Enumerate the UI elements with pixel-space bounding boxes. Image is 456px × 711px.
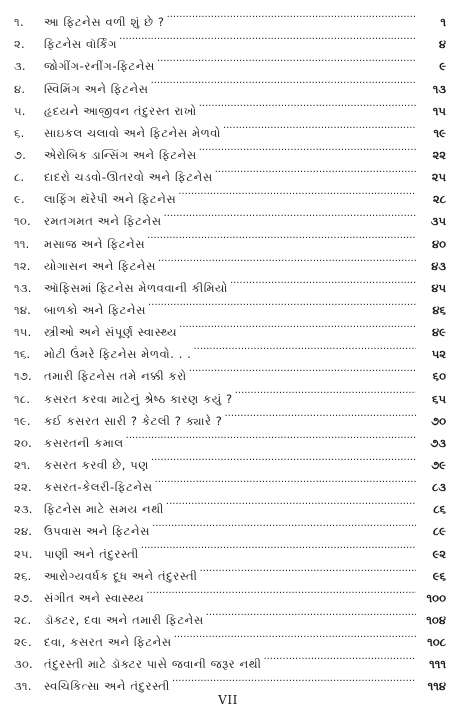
dot-leader bbox=[151, 70, 416, 92]
table-of-contents bbox=[14, 4, 446, 694]
entry-title: મોટી ઉંમરે ફિટનેસ મેળવો. . . bbox=[44, 347, 192, 362]
entry-page-number: ૨૮ bbox=[432, 192, 446, 207]
dot-leader bbox=[179, 314, 416, 336]
dot-leader bbox=[164, 203, 416, 225]
entry-page-number: ૮૬ bbox=[433, 502, 446, 517]
entry-number: ૭. bbox=[14, 147, 27, 162]
entry-number: ૨૨. bbox=[14, 480, 32, 495]
entry-title: પાણી અને તંદુરસ્તી bbox=[44, 546, 139, 561]
entry-title: તમારી ફિટનેસ તમે નક્કી કરો bbox=[44, 369, 187, 384]
dot-leader bbox=[152, 513, 416, 535]
entry-title: સ્વચિકિત્સા અને તંદુરસ્તી bbox=[44, 679, 170, 694]
entry-number: ૪. bbox=[14, 81, 26, 96]
dot-leader bbox=[148, 292, 416, 314]
entry-number: ૧૦. bbox=[14, 214, 31, 229]
dot-leader bbox=[141, 535, 416, 557]
entry-title: કસરત કરવી છે, પણ bbox=[44, 457, 149, 472]
entry-number: ૨૬. bbox=[14, 568, 32, 583]
entry-page-number: ૭૦ bbox=[431, 413, 446, 428]
entry-number: ૨૭. bbox=[14, 590, 33, 605]
dot-leader bbox=[263, 646, 416, 668]
entry-number: ૧૯. bbox=[14, 413, 31, 428]
entry-page-number: ૪૫ bbox=[431, 280, 446, 295]
entry-page-number: ૪૦ bbox=[431, 236, 446, 251]
entry-title: સંગીત અને સ્વાસ્થ્ય bbox=[44, 590, 145, 605]
dot-leader bbox=[155, 469, 416, 491]
entry-page-number: ૮૯ bbox=[432, 524, 446, 539]
entry-page-number: ૧૦૪ bbox=[426, 612, 446, 627]
entry-page-number: ૪૬ bbox=[432, 302, 446, 317]
entry-page-number: ૯ bbox=[439, 59, 446, 74]
entry-number: ૩૧. bbox=[14, 679, 32, 694]
dot-leader bbox=[215, 159, 416, 181]
dot-leader bbox=[199, 137, 416, 159]
entry-page-number: ૧૯ bbox=[433, 125, 446, 140]
entry-number: ૧. bbox=[14, 15, 24, 30]
entry-page-number: ૪૩ bbox=[431, 258, 446, 273]
entry-number: ૩. bbox=[14, 59, 26, 74]
entry-title: ફિટનેસ માટે સમય નથી bbox=[44, 502, 164, 517]
entry-title: દાદરો ચડવો-ઊતરવો અને ફિટનેસ bbox=[44, 170, 213, 185]
dot-leader bbox=[151, 447, 416, 469]
entry-number: ૧૬. bbox=[14, 347, 31, 362]
dot-leader bbox=[225, 403, 416, 425]
entry-title: આ ફિટનેસ વળી શું છે ? bbox=[44, 15, 165, 30]
dot-leader bbox=[147, 225, 416, 247]
entry-number: ૧૨. bbox=[14, 258, 31, 273]
dot-leader bbox=[235, 380, 416, 402]
entry-page-number: ૧૧૧ bbox=[429, 657, 446, 672]
entry-page-number: ૧૩ bbox=[432, 81, 446, 96]
entry-title: સ્વિમિંગ અને ફિટનેસ bbox=[44, 81, 149, 96]
entry-page-number: ૭૯ bbox=[431, 457, 446, 472]
entry-title: આરોગ્યવર્ધક દૂધ અને તંદુરસ્તી bbox=[44, 568, 198, 583]
entry-title: તંદુરસ્તી માટે ડૉક્ટર પાસે જવાની જરૂર નથી bbox=[44, 657, 262, 672]
entry-page-number: ૧૫ bbox=[432, 103, 446, 118]
entry-title: કસરત-કેલરી-ફિટનેસ bbox=[44, 480, 153, 495]
dot-leader bbox=[230, 270, 416, 292]
dot-leader bbox=[119, 26, 416, 48]
entry-title: યોગાસન અને ફિટનેસ bbox=[44, 258, 156, 273]
toc-entry bbox=[14, 4, 446, 30]
page-number: VII bbox=[218, 693, 238, 707]
dot-leader bbox=[158, 248, 416, 270]
entry-page-number: ૧૦૦ bbox=[426, 590, 446, 605]
entry-page-number: ૧૧૪ bbox=[427, 679, 446, 694]
entry-title: દવા, કસરત અને ફિટનેસ bbox=[44, 635, 172, 650]
entry-title: ફિટનેસ વૉર્કિંગ bbox=[44, 37, 118, 52]
entry-page-number: ૨૨ bbox=[432, 147, 446, 162]
dot-leader bbox=[157, 48, 416, 70]
entry-number: ૨૮. bbox=[14, 612, 32, 627]
entry-title: ડૉક્ટર, દવા અને તમારી ફિટનેસ bbox=[44, 612, 204, 627]
entry-page-number: ૩૫ bbox=[430, 214, 446, 229]
entry-number: ૨૪. bbox=[14, 524, 33, 539]
entry-number: ૨૯. bbox=[14, 635, 32, 650]
entry-page-number: ૨૫ bbox=[431, 170, 446, 185]
entry-number: ૧૧. bbox=[14, 236, 30, 251]
entry-title: બાળકો અને ફિટનેસ bbox=[44, 302, 147, 317]
dot-leader bbox=[178, 181, 416, 203]
entry-page-number: ૪૯ bbox=[432, 325, 446, 340]
entry-number: ૧૪. bbox=[14, 302, 32, 317]
entry-number: ૬. bbox=[14, 125, 25, 140]
entry-title: મસાજ અને ફિટનેસ bbox=[44, 236, 146, 251]
entry-number: ૨. bbox=[14, 37, 25, 52]
entry-title: કસરત કરવા માટેનું શ્રેષ્ઠ કારણ કયું ? bbox=[44, 391, 233, 406]
dot-leader bbox=[126, 425, 416, 447]
entry-title: ઉપવાસ અને ફિટનેસ bbox=[44, 524, 151, 539]
entry-page-number: ૯૨ bbox=[432, 546, 446, 561]
entry-page-number: ૭૩ bbox=[430, 435, 446, 450]
dot-leader bbox=[172, 668, 416, 690]
dot-leader bbox=[174, 624, 416, 646]
entry-title: ઑફિસમાં ફિટનેસ મેળવવાની કીમિયો bbox=[44, 280, 228, 295]
entry-page-number: ૧ bbox=[440, 15, 446, 30]
entry-page-number: ૯૬ bbox=[432, 568, 446, 583]
entry-number: ૮. bbox=[14, 170, 25, 185]
entry-number: ૧૭. bbox=[14, 369, 32, 384]
entry-title: જોગીંગ-રનીંગ-ફિટનેસ bbox=[44, 59, 155, 74]
entry-title: સાઇકલ ચલાવો અને ફિટનેસ મેળવો bbox=[44, 125, 221, 140]
entry-number: ૨૫. bbox=[14, 546, 33, 561]
entry-title: હૃદયને આજીવન તંદુરસ્ત રાખો bbox=[44, 103, 197, 118]
entry-page-number: ૧૦૮ bbox=[427, 635, 446, 650]
entry-page-number: ૫૨ bbox=[431, 347, 446, 362]
entry-number: ૧૩. bbox=[14, 280, 32, 295]
entry-number: ૫. bbox=[14, 103, 26, 118]
entry-title: લાફિંગ થૅરેપી અને ફિટનેસ bbox=[44, 192, 177, 207]
entry-title: કઈ કસરત સારી ? કેટલી ? ક્યારે ? bbox=[44, 413, 223, 428]
dot-leader bbox=[146, 580, 416, 602]
dot-leader bbox=[200, 558, 416, 580]
entry-title: કસરતની કમાલ bbox=[44, 435, 124, 450]
entry-title: સ્ત્રીઓ અને સંપૂર્ણ સ્વાસ્થ્ય bbox=[44, 325, 178, 340]
dot-leader bbox=[189, 358, 416, 380]
dot-leader bbox=[166, 491, 416, 513]
entry-number: ૨૩. bbox=[14, 502, 33, 517]
dot-leader bbox=[206, 602, 416, 624]
entry-number: ૧૫. bbox=[14, 325, 32, 340]
dot-leader bbox=[167, 4, 416, 26]
entry-number: ૩૦. bbox=[14, 657, 33, 672]
entry-page-number: ૬૦ bbox=[432, 369, 446, 384]
entry-title: રમતગમત અને ફિટનેસ bbox=[44, 214, 162, 229]
dot-leader bbox=[194, 336, 417, 358]
entry-page-number: ૬૫ bbox=[432, 391, 446, 406]
entry-number: ૧૮. bbox=[14, 391, 31, 406]
entry-number: ૨૦. bbox=[14, 435, 32, 450]
entry-number: ૯. bbox=[14, 192, 25, 207]
entry-page-number: ૮૩ bbox=[432, 480, 446, 495]
entry-number: ૨૧. bbox=[14, 457, 31, 472]
entry-title: એરોબિક ડાન્સિંગ અને ફિટનેસ bbox=[44, 147, 197, 162]
entry-page-number: ૪ bbox=[438, 37, 446, 52]
dot-leader bbox=[223, 115, 416, 137]
dot-leader bbox=[199, 93, 416, 115]
